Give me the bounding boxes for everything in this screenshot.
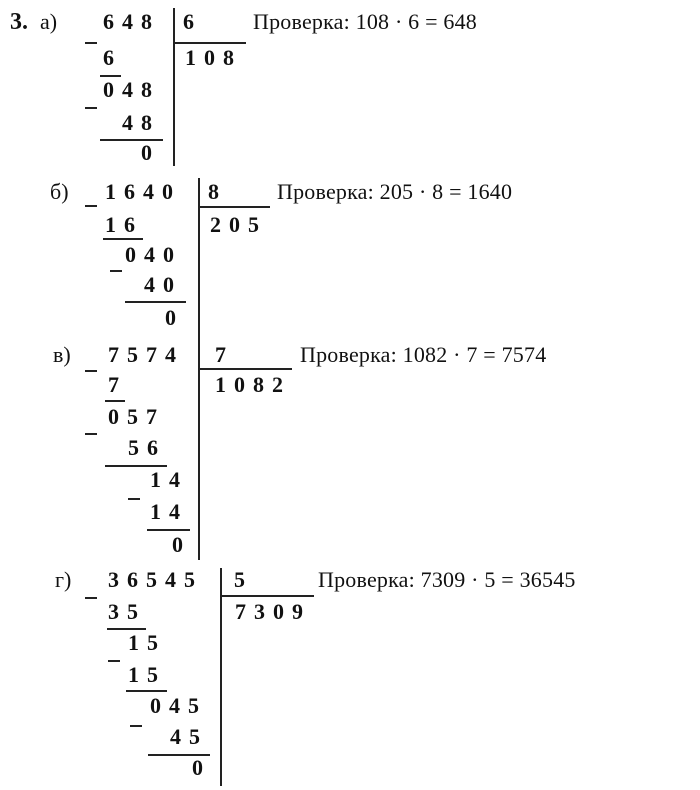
part-label: б) [50,179,69,204]
step: 16 [105,212,143,237]
part-label: а) [40,9,58,34]
check-label: Проверка: [253,9,350,34]
quotient: 205 [210,212,267,237]
step: 057 [108,404,165,429]
check-text [300,342,546,368]
subtraction-line [148,754,210,756]
step: 35 [108,599,146,624]
subtraction-line [125,301,186,303]
dividend: 648 [103,9,160,34]
check-equation: 205 · 8 = 1640 [379,179,513,204]
step: 0 [141,140,160,165]
minus-sign [108,660,120,662]
step: 15 [128,662,166,687]
check-text [318,567,576,593]
check-label: Проверка: [300,342,397,367]
step: 6 [103,45,122,70]
subtraction-line [103,238,143,240]
quotient: 108 [185,45,242,70]
check-equation: 1082 · 7 = 7574 [402,342,547,367]
dividend: 7574 [108,342,184,367]
step: 048 [103,77,160,102]
division-bar [220,568,222,786]
divisor: 8 [208,179,227,204]
minus-sign [85,42,97,44]
subtraction-line [100,75,121,77]
part-label: г) [55,567,72,592]
step: 48 [122,110,160,135]
division-bar [173,8,175,166]
dividend: 1640 [105,179,181,204]
minus-sign [85,370,97,372]
division-bar [198,332,200,560]
check-equation: 108 · 6 = 648 [355,9,477,34]
minus-sign [85,205,97,207]
minus-sign [85,107,97,109]
step: 7 [108,372,127,397]
division-bar [198,178,200,332]
quotient: 1082 [215,372,291,397]
subtraction-line [105,400,125,402]
check-text [277,179,512,205]
step: 0 [165,305,184,330]
subtraction-line [105,465,167,467]
check-label: Проверка: [318,567,415,592]
step: 14 [150,467,188,492]
divisor-line [198,368,292,370]
check-equation: 7309 · 5 = 36545 [420,567,576,592]
subtraction-line [100,139,163,141]
part-label: в) [53,342,71,367]
step: 0 [192,755,211,780]
dividend: 36545 [108,567,203,592]
divisor-line [198,206,270,208]
minus-sign [85,597,97,599]
divisor: 6 [183,9,202,34]
divisor: 5 [234,567,253,592]
divisor-line [173,42,246,44]
minus-sign [85,433,97,435]
step: 15 [128,630,166,655]
check-label: Проверка: [277,179,374,204]
subtraction-line [147,529,190,531]
minus-sign [130,725,142,727]
divisor: 7 [215,342,234,367]
problem-number: 3. [10,9,28,35]
step: 14 [150,499,188,524]
step: 045 [150,693,207,718]
step: 040 [125,242,182,267]
check-text [253,9,477,35]
step: 56 [128,435,166,460]
minus-sign [110,270,122,272]
minus-sign [128,498,140,500]
divisor-line [220,595,314,597]
step: 45 [170,724,208,749]
subtraction-line [107,628,146,630]
step: 40 [144,272,182,297]
step: 0 [172,532,191,557]
quotient: 7309 [235,599,311,624]
subtraction-line [126,690,167,692]
